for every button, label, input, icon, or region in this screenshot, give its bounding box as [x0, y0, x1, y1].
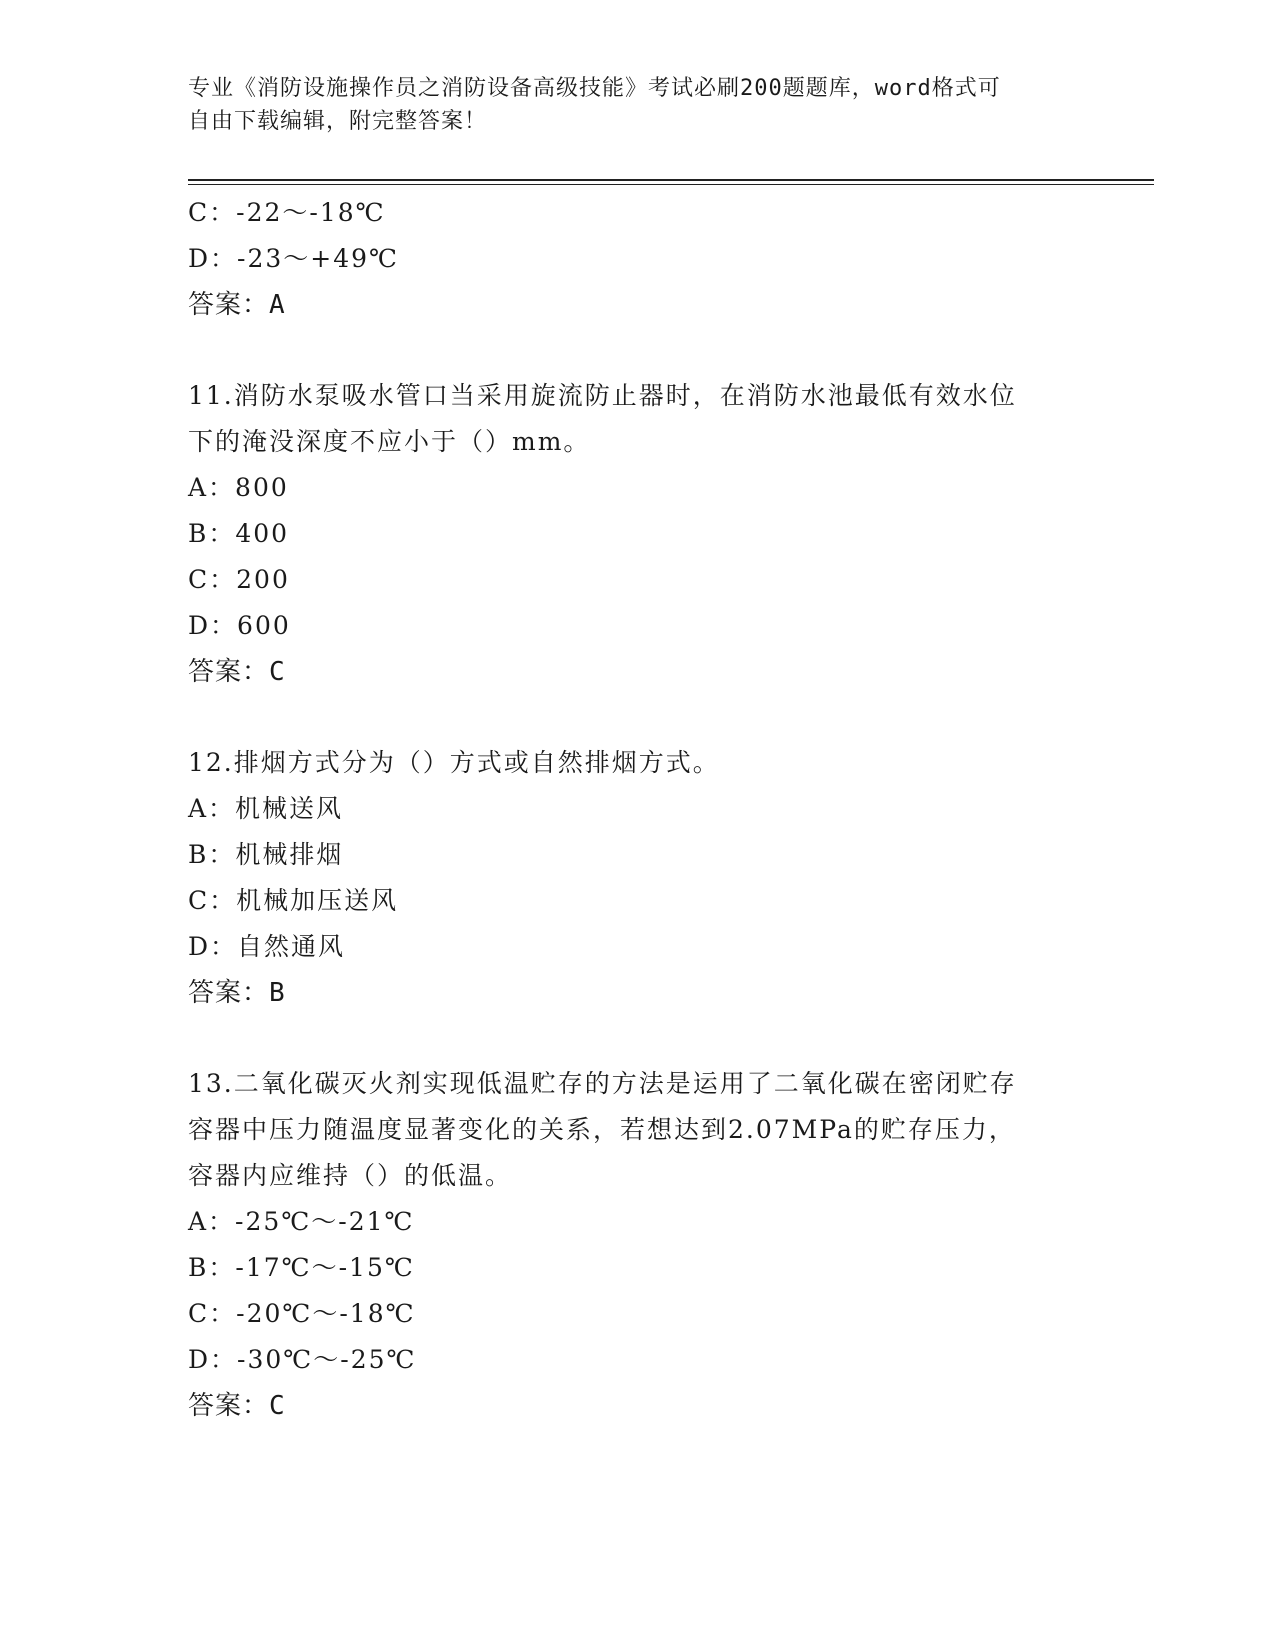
answer-line: 答案：A [188, 290, 286, 320]
option-a: A：机械送风 [188, 794, 344, 823]
question-13 [188, 1061, 1088, 1429]
option-b: B：400 [188, 519, 290, 548]
option-d: D：-30℃～-25℃ [188, 1345, 417, 1374]
question-text-line: 12.排烟方式分为（）方式或自然排烟方式。 [188, 748, 720, 777]
question-text-line: 容器中压力随温度显著变化的关系，若想达到2.07MPa的贮存压力， [188, 1115, 1016, 1144]
answer-line: 答案：B [188, 978, 286, 1008]
question-list [188, 190, 1088, 1429]
question-11 [188, 373, 1088, 695]
question-text-line: 容器内应维持（）的低温。 [188, 1161, 513, 1190]
option-c: C：-20℃～-18℃ [188, 1299, 416, 1328]
header-rule-thick [188, 179, 1154, 181]
answer-line: 答案：C [188, 1391, 286, 1421]
header-line-1: 专业《消防设施操作员之消防设备高级技能》考试必刷200题题库，word格式可 [188, 76, 1001, 101]
option-d: D：自然通风 [188, 932, 346, 961]
previous-question-tail [188, 190, 1088, 328]
option-d: D：-23～+49℃ [188, 244, 400, 273]
question-text-line: 下的淹没深度不应小于（）mm。 [188, 427, 591, 456]
spacer [188, 1016, 1088, 1061]
header-rule-thin [188, 184, 1154, 185]
option-b: B：-17℃～-15℃ [188, 1253, 415, 1282]
spacer [188, 695, 1088, 740]
option-c: C：-22～-18℃ [188, 198, 386, 227]
option-c: C：200 [188, 565, 290, 594]
option-a: A：-25℃～-21℃ [188, 1207, 415, 1236]
option-b: B：机械排烟 [188, 840, 344, 869]
option-a: A：800 [188, 473, 289, 502]
answer-line: 答案：C [188, 657, 286, 687]
option-c: C：机械加压送风 [188, 886, 399, 915]
question-text-line: 11.消防水泵吸水管口当采用旋流防止器时，在消防水池最低有效水位 [188, 381, 1017, 410]
question-12 [188, 740, 1088, 1016]
spacer [188, 328, 1088, 373]
document-header [188, 72, 1088, 138]
header-line-2: 自由下载编辑，附完整答案！ [188, 109, 488, 134]
question-text-line: 13.二氧化碳灭火剂实现低温贮存的方法是运用了二氧化碳在密闭贮存 [188, 1069, 1017, 1098]
option-d: D：600 [188, 611, 291, 640]
